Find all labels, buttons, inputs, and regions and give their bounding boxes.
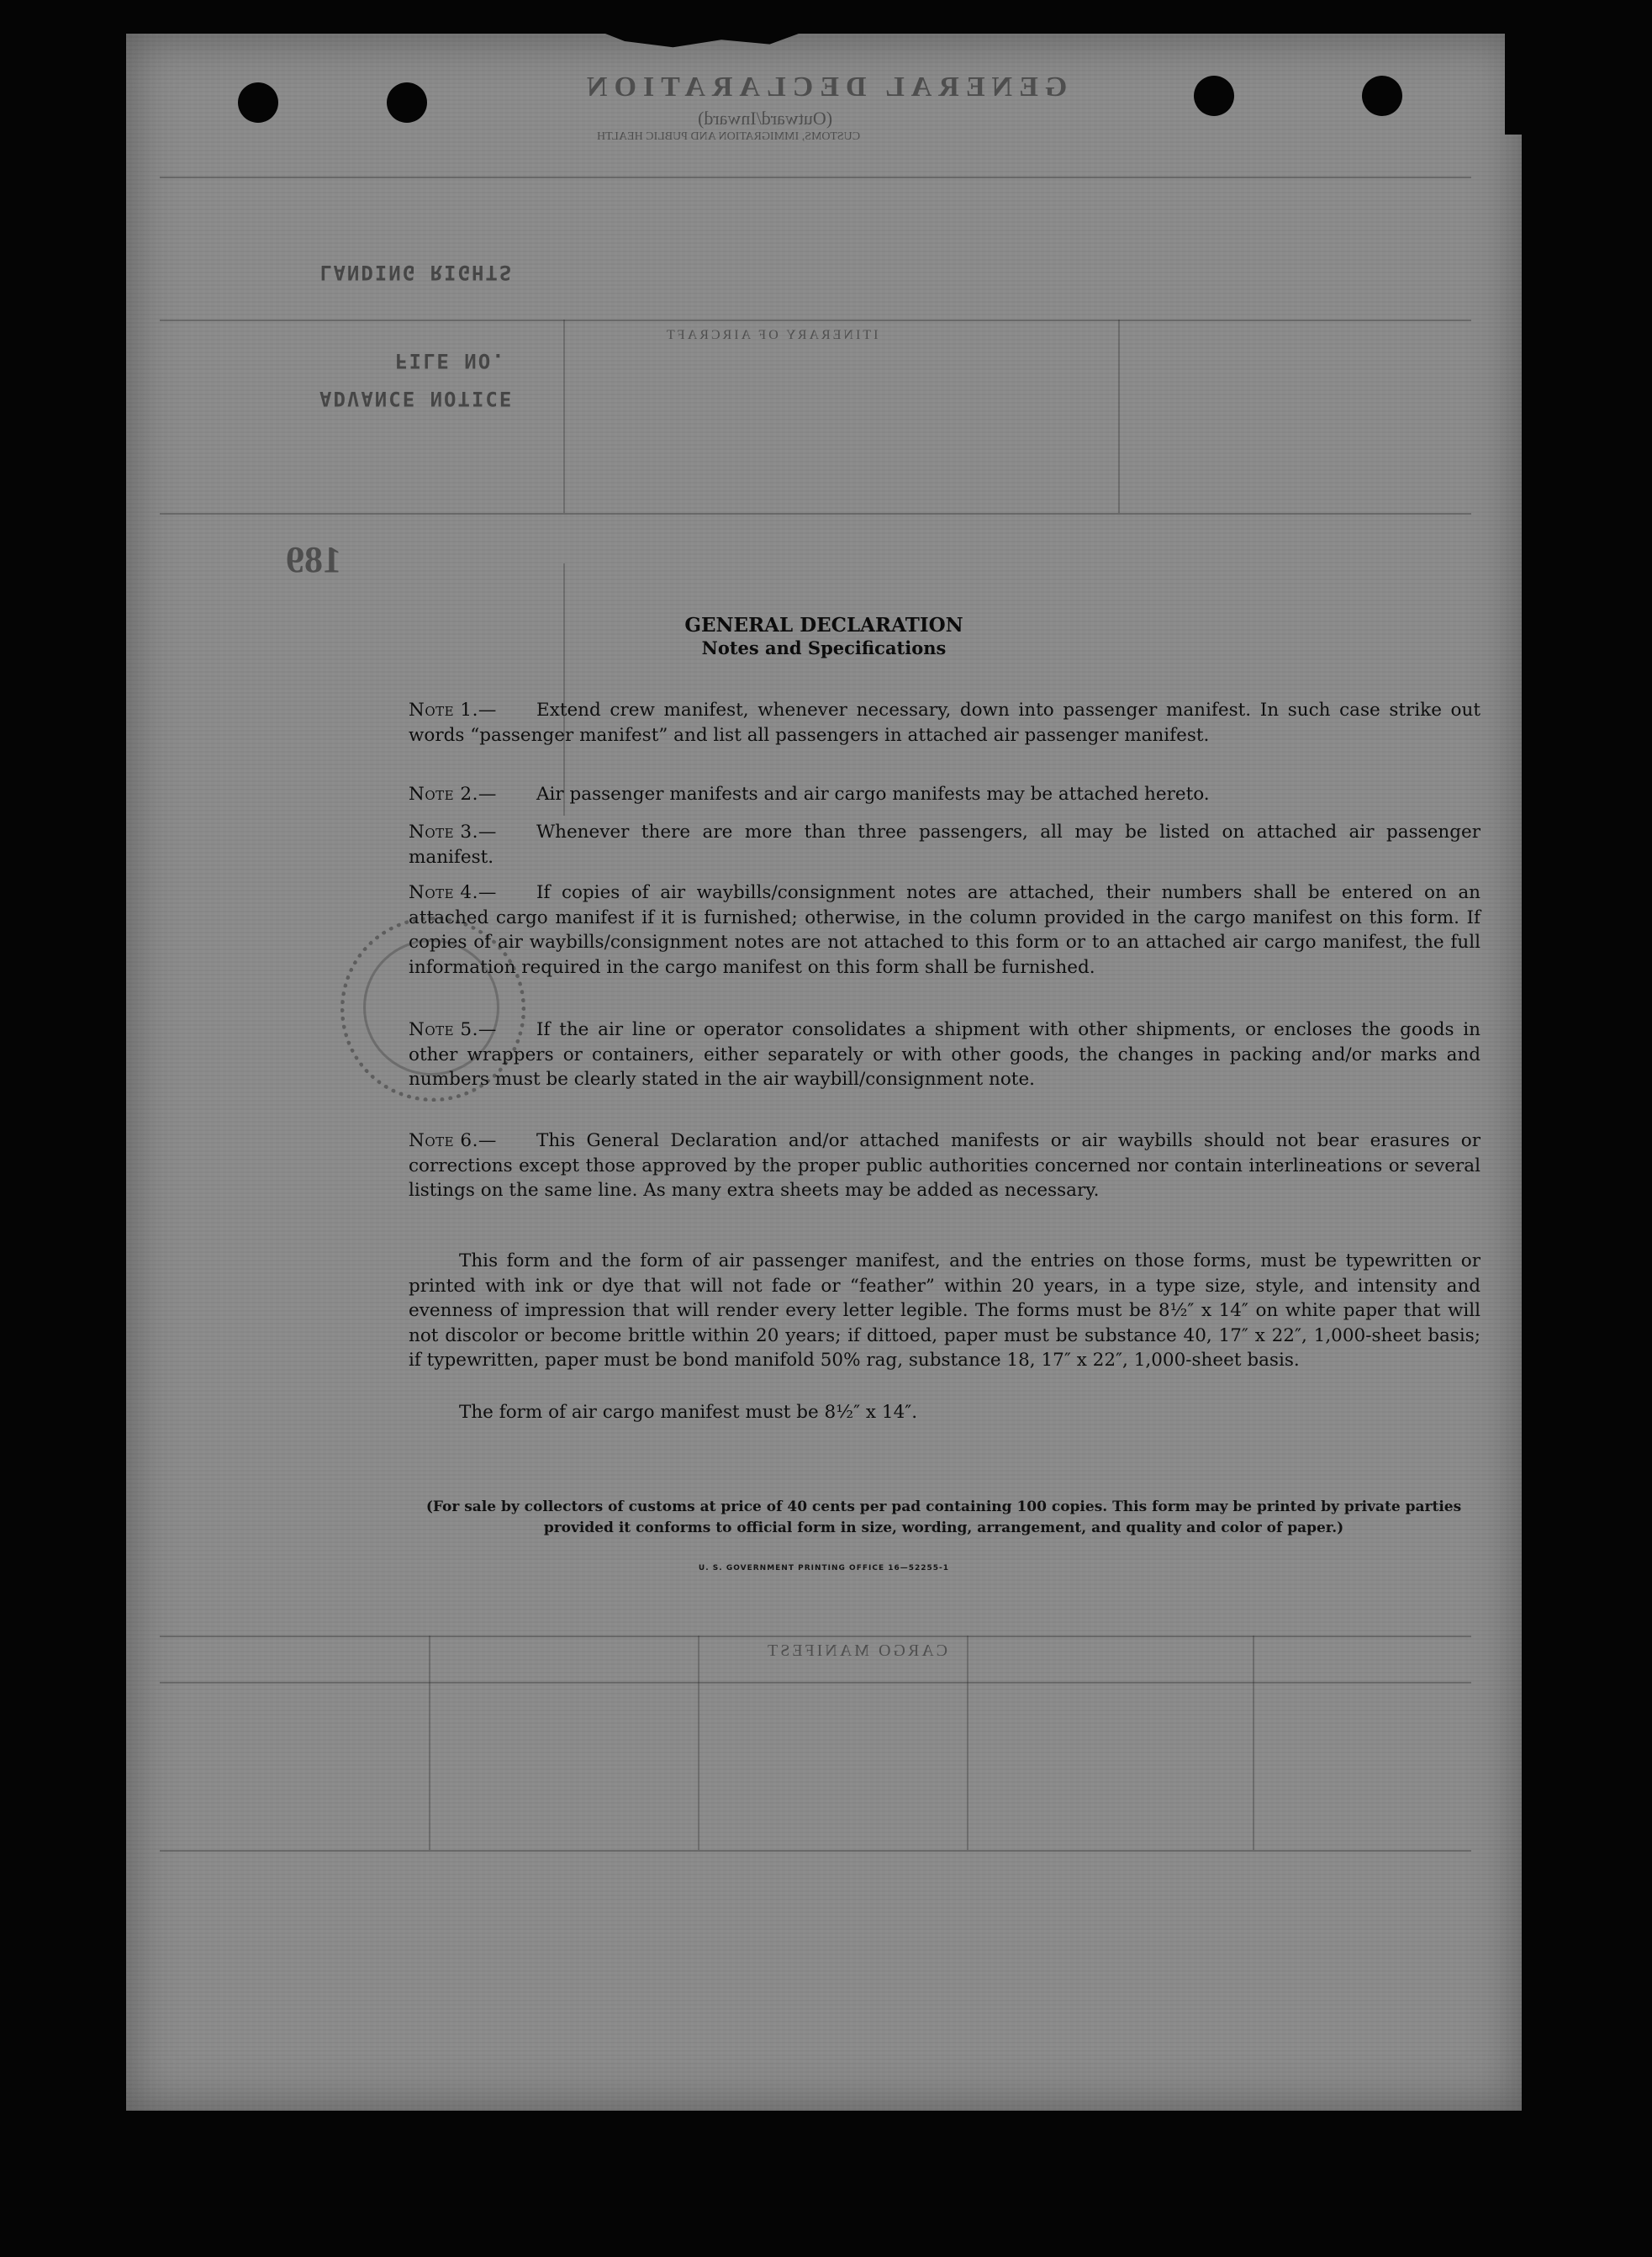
punch-hole	[1362, 76, 1402, 116]
note-text: Air passenger manifests and air cargo manifests may be attached hereto.	[536, 784, 1210, 805]
torn-edge	[605, 34, 799, 49]
ghost-cargo-manifest: CARGO MANIFEST	[765, 1641, 948, 1660]
note-text: If the air line or operator consolidates a shipment with other shipments, or encloses the goods in other wrappers or containers, either separately or with other goods, the changes in packing and/or marks and numbers must be clearly stated in the air waybill/consignment note.	[409, 1019, 1480, 1090]
specification-paragraph: This form and the form of air passenger manifest, and the entries on those forms, must be typewritten or printed with ink or dye that will not fade or “feather” within 20 years, in a type size, style, and intensity and evenness of impression that will render every letter legible. The forms must be 8½″ x 14″ on white paper that will not discolor or become brittle within 20 years; if dittoed, paper must be substance 40, 17″ x 22″, 1,000-sheet basis; if typewritten, paper must be bond manifold 50% rag, substance 18, 17″ x 22″, 1,000-sheet basis.	[409, 1250, 1480, 1371]
ghost-column	[967, 1636, 969, 1850]
note-text: Extend crew manifest, whenever necessary, down into passenger manifest. In such case strike out words “passenger manifest” and list all passengers in attached air passenger manifest.	[409, 700, 1480, 746]
ghost-rule	[160, 1636, 1471, 1637]
ghost-stamp: LANDING RIGHTS	[319, 261, 514, 284]
ghost-rule	[160, 320, 1471, 321]
ghost-column	[1253, 1636, 1254, 1850]
note-label: Note 6.—	[409, 1130, 497, 1151]
document-page	[126, 34, 1522, 2111]
ghost-stamp: FILE NO.	[395, 349, 506, 373]
punch-hole	[238, 82, 278, 123]
page-title: GENERAL DECLARATION	[684, 614, 963, 637]
ghost-rule	[160, 177, 1471, 178]
ghost-column	[1118, 320, 1120, 513]
ghost-stamp: ADVANCE NOTICE	[319, 387, 514, 410]
ghost-column	[429, 1636, 430, 1850]
torn-edge	[1505, 34, 1522, 135]
note-label: Note 3.—	[409, 822, 497, 843]
note-label: Note 2.—	[409, 784, 497, 805]
page-subtitle: Notes and Specifications	[701, 637, 947, 658]
ghost-column	[698, 1636, 699, 1850]
note-label: Note 1.—	[409, 700, 497, 721]
note-5	[409, 1018, 1480, 1092]
punch-hole	[1194, 76, 1234, 116]
printer-imprint: U. S. GOVERNMENT PRINTING OFFICE 16—52255-1	[698, 1564, 950, 1572]
ghost-itinerary: ITINERARY OF AIRCRAFT	[664, 328, 879, 342]
sale-notice: (For sale by collectors of customs at price of 40 cents per pad containing 100 copies. This form may be printed by private parties provided it conforms to official form in size, wording, arrangement, and quality and color of paper.)	[425, 1498, 1462, 1536]
ghost-column	[563, 563, 565, 816]
note-label: Note 4.—	[409, 882, 497, 903]
ghost-rule	[160, 513, 1471, 515]
note-3	[409, 820, 1480, 870]
ghost-column	[563, 320, 565, 513]
note-text: This General Declaration and/or attached manifests or air waybills should not bear erasures or corrections except those approved by the proper public authorities concerned nor contain interlineations or several listings on the same line. As many extra sheets may be added as necessary.	[409, 1130, 1480, 1201]
ghost-rule	[160, 1850, 1471, 1852]
note-1	[409, 698, 1480, 748]
note-label: Note 5.—	[409, 1019, 497, 1040]
ghost-title: GENERAL DECLARATION	[580, 71, 1068, 103]
note-text: Whenever there are more than three passengers, all may be listed on attached air passenger manifest.	[409, 822, 1480, 868]
note-4	[409, 880, 1480, 980]
note-2	[409, 782, 1480, 807]
cargo-size-paragraph: The form of air cargo manifest must be 8½″ x 14″.	[459, 1402, 918, 1423]
ghost-subtitle: (Outward/Inward)	[698, 108, 833, 129]
punch-hole	[387, 82, 427, 123]
ghost-number: 189	[286, 539, 341, 580]
ghost-agency: CUSTOMS, IMMIGRATION AND PUBLIC HEALTH	[597, 130, 861, 143]
note-6	[409, 1128, 1480, 1203]
note-text: If copies of air waybills/consignment notes are attached, their numbers shall be entered on an attached cargo manifest if it is furnished; otherwise, in the column provided in the cargo manifest on this form. If copies of air waybills/consignment notes are not attached to this form or to an attached air cargo manifest, the full information required in the cargo manifest on this form shall be furnished.	[409, 882, 1480, 978]
ghost-rule	[160, 1682, 1471, 1684]
